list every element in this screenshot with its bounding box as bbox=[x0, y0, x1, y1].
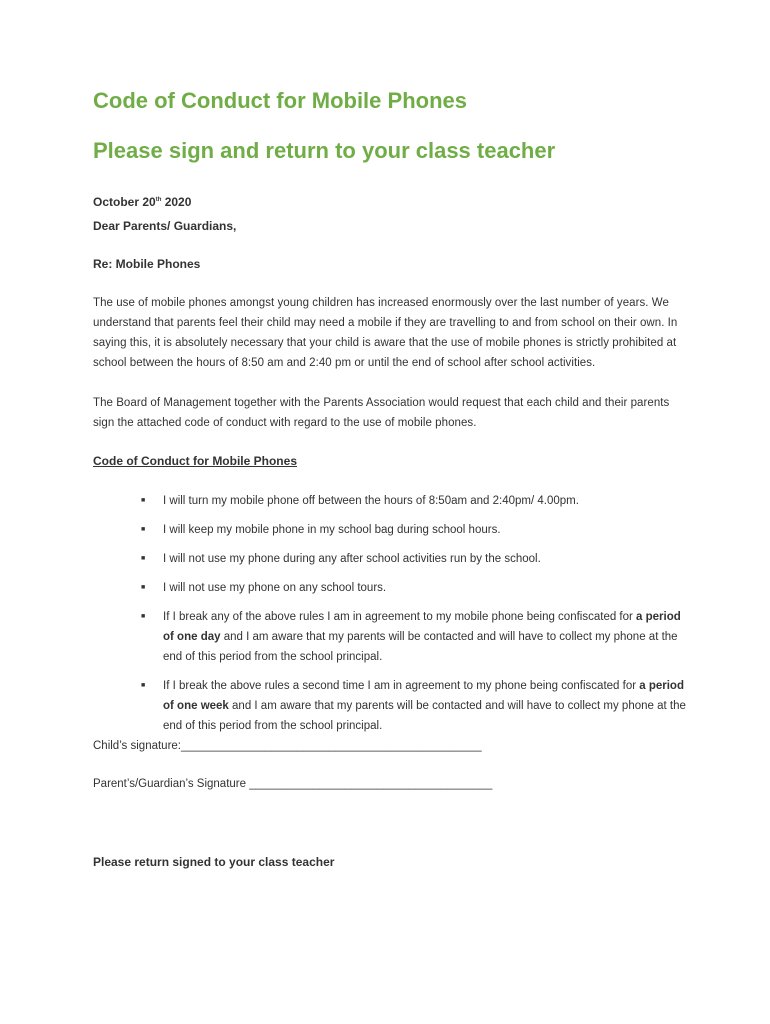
document-title: Code of Conduct for Mobile Phones bbox=[93, 88, 467, 113]
letter-date bbox=[93, 193, 690, 211]
section-heading: Code of Conduct for Mobile Phones bbox=[93, 454, 297, 468]
letter-greeting: Dear Parents/ Guardians, bbox=[93, 219, 237, 233]
paragraph-request: The Board of Management together with the Parents Association would request that each child and their parents sign the attached code of conduct with regard to the use of mobile phones. bbox=[93, 397, 670, 429]
list-item bbox=[141, 676, 690, 736]
bullet-square-icon: ■ bbox=[141, 497, 146, 504]
rules-list bbox=[93, 491, 690, 736]
list-item bbox=[141, 491, 690, 511]
rule-text: I will turn my mobile phone off between the hours of 8:50am and 2:40pm/ 4.00pm. bbox=[163, 495, 579, 507]
list-item bbox=[141, 607, 690, 667]
bullet-square-icon: ■ bbox=[141, 613, 146, 620]
date-year: 2020 bbox=[161, 195, 192, 209]
document-subtitle: Please sign and return to your class teacher bbox=[93, 138, 556, 163]
rule-text: and I am aware that my parents will be contacted and will have to collect my phone at the end of this period from the school principal. bbox=[163, 700, 686, 732]
bullet-square-icon: ■ bbox=[141, 526, 146, 533]
paragraph-intro: The use of mobile phones amongst young children has increased enormously over the last number of years. We understand that parents feel their child may need a mobile if they are travelling to and from school on their own. In saying this, it is absolutely necessary that your child is aware that the use of mobile phones is strictly prohibited at school between the hours of 8:50 am and 2:40 pm or until the end of school after school activities. bbox=[93, 297, 678, 369]
rule-emphasis: a period of one day bbox=[163, 611, 681, 643]
rule-text: If I break the above rules a second time I am in agreement to my phone being confiscated for bbox=[163, 680, 640, 692]
bullet-square-icon: ■ bbox=[141, 584, 146, 591]
rule-text: I will not use my phone on any school tours. bbox=[163, 582, 387, 594]
child-signature-line[interactable]: Child’s signature:_______________________________________________ bbox=[93, 740, 482, 752]
list-item bbox=[141, 520, 690, 540]
rule-text: I will not use my phone during any after school activities run by the school. bbox=[163, 553, 541, 565]
list-item bbox=[141, 549, 690, 569]
bullet-square-icon: ■ bbox=[141, 555, 146, 562]
rule-emphasis: a period of one week bbox=[163, 680, 684, 712]
rule-text: I will keep my mobile phone in my school bag during school hours. bbox=[163, 524, 501, 536]
bullet-square-icon: ■ bbox=[141, 682, 146, 689]
date-day: October 20 bbox=[93, 195, 156, 209]
subject-line: Re: Mobile Phones bbox=[93, 257, 201, 271]
return-note: Please return signed to your class teacher bbox=[93, 855, 335, 869]
parent-signature-line[interactable]: Parent’s/Guardian’s Signature ______________________________________ bbox=[93, 778, 493, 790]
rule-text: and I am aware that my parents will be contacted and will have to collect my phone at the end of this period from the school principal. bbox=[163, 631, 678, 663]
rule-text: If I break any of the above rules I am in agreement to my mobile phone being confiscated for bbox=[163, 611, 637, 623]
list-item bbox=[141, 578, 690, 598]
date-ordinal: th bbox=[155, 197, 162, 203]
